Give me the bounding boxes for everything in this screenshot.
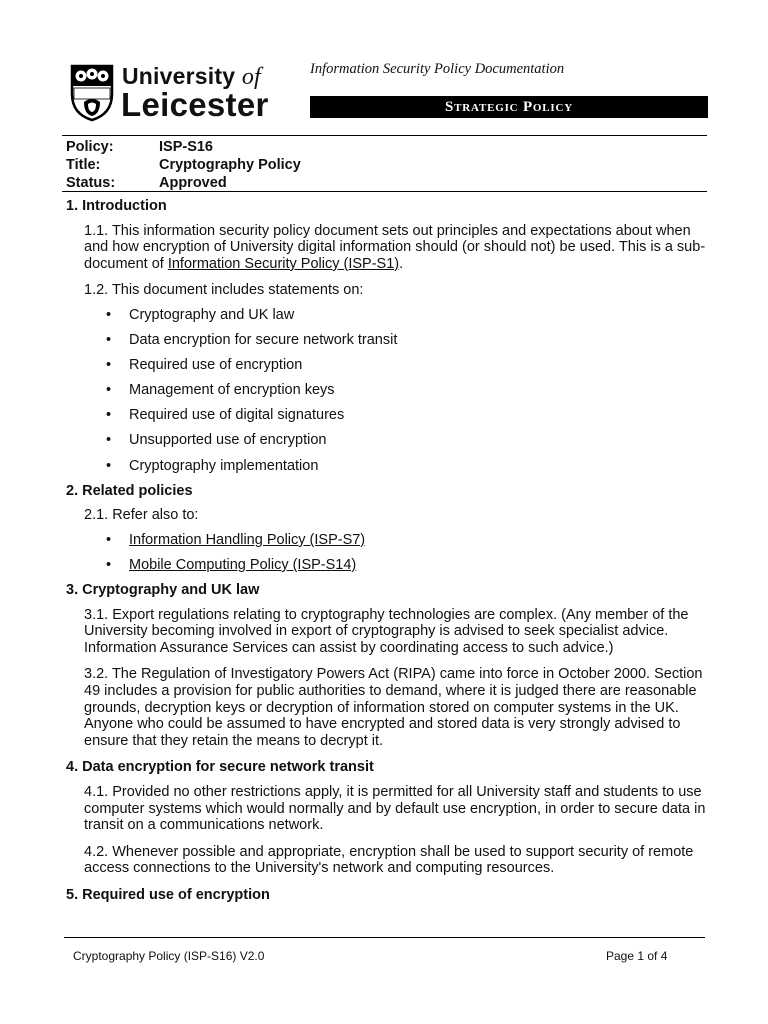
link-isp-s1[interactable]: Information Security Policy (ISP-S1) <box>167 255 400 272</box>
header-divider <box>62 135 707 136</box>
paragraph-3-2: 3.2. The Regulation of Investigatory Powers Act (RIPA) came into force in October 2000. Section 49 includes a provision for public authorities to demand, where it is judged there are reasonable grounds, decryption keys or decryption of information stored on computer systems in the UK. Anyone who could be assumed to have encrypted and stored data is very strongly advised to ensure that they retain the means to decrypt it. <box>84 666 703 749</box>
section-heading: 3. Cryptography and UK law <box>66 582 260 598</box>
meta-row-status <box>66 174 301 192</box>
meta-value: ISP-S16 <box>159 139 213 155</box>
paragraph-2-1: 2.1. Refer also to: <box>84 507 199 524</box>
meta-key: Title: <box>66 157 101 173</box>
list-item: • Required use of encryption <box>66 357 706 374</box>
logo-text-university: University of <box>122 63 261 90</box>
related-policies-list <box>66 532 706 574</box>
logo-text-leicester: Leicester <box>121 86 269 123</box>
section-heading: 2. Related policies <box>66 482 193 499</box>
link-isp-s14[interactable]: Mobile Computing Policy (ISP-S14) <box>129 556 357 573</box>
paragraph-1-1: 1.1. This information security policy document sets out principles and expectations about when and how encryption of University digital information should (or should not) be used. This is a sub-document of Information Security Policy (ISP-S1). <box>84 222 706 272</box>
section-heading: 4. Data encryption for secure network transit <box>66 759 374 776</box>
document-body <box>66 198 706 912</box>
link-isp-s7[interactable]: Information Handling Policy (ISP-S7) <box>129 531 366 548</box>
section-heading: 1. Introduction <box>66 198 167 214</box>
list-item: • Unsupported use of encryption <box>66 432 706 449</box>
list-item: • Required use of digital signatures <box>66 407 706 424</box>
meta-row-title <box>66 156 301 174</box>
policy-meta <box>66 138 301 192</box>
paragraph-4-2: 4.2. Whenever possible and appropriate, encryption shall be used to support security of remote access connections to the University's network and computing resources. <box>84 843 694 877</box>
statements-list <box>66 307 706 474</box>
meta-value: Cryptography Policy <box>159 157 301 173</box>
meta-key: Status: <box>66 175 116 191</box>
page-number: Page 1 of 4 <box>606 949 668 963</box>
list-item <box>66 532 706 549</box>
paragraph-1-2: 1.2. This document includes statements on: <box>84 282 364 299</box>
meta-key: Policy: <box>66 139 114 155</box>
meta-row-policy <box>66 138 301 156</box>
list-item: • Cryptography implementation <box>66 458 706 475</box>
footer-divider <box>64 937 705 938</box>
section-heading: 5. Required use of encryption <box>66 886 270 903</box>
university-logo <box>68 62 308 124</box>
list-item <box>66 557 706 574</box>
list-item: • Data encryption for secure network transit <box>66 332 706 349</box>
list-item: • Cryptography and UK law <box>66 307 706 324</box>
meta-divider <box>62 191 707 192</box>
paragraph-4-1: 4.1. Provided no other restrictions apply, it is permitted for all University staff and students to use computer systems which would normally and by default use encryption, in order to secure data in transit on a communications network. <box>84 783 706 834</box>
list-item: • Management of encryption keys <box>66 382 706 399</box>
policy-category-banner: Strategic Policy <box>310 96 708 118</box>
document-series: Information Security Policy Documentation <box>310 61 565 77</box>
footer-document-id: Cryptography Policy (ISP-S16) V2.0 <box>73 949 265 963</box>
meta-value: Approved <box>159 175 227 191</box>
crest-icon <box>70 64 114 122</box>
paragraph-3-1: 3.1. Export regulations relating to cryptography technologies are complex. (Any member of the University becoming involved in export of cryptography is advised to seek specialist advice. Information Assurance Services can assist by coordinating access to such advice.) <box>84 606 689 656</box>
